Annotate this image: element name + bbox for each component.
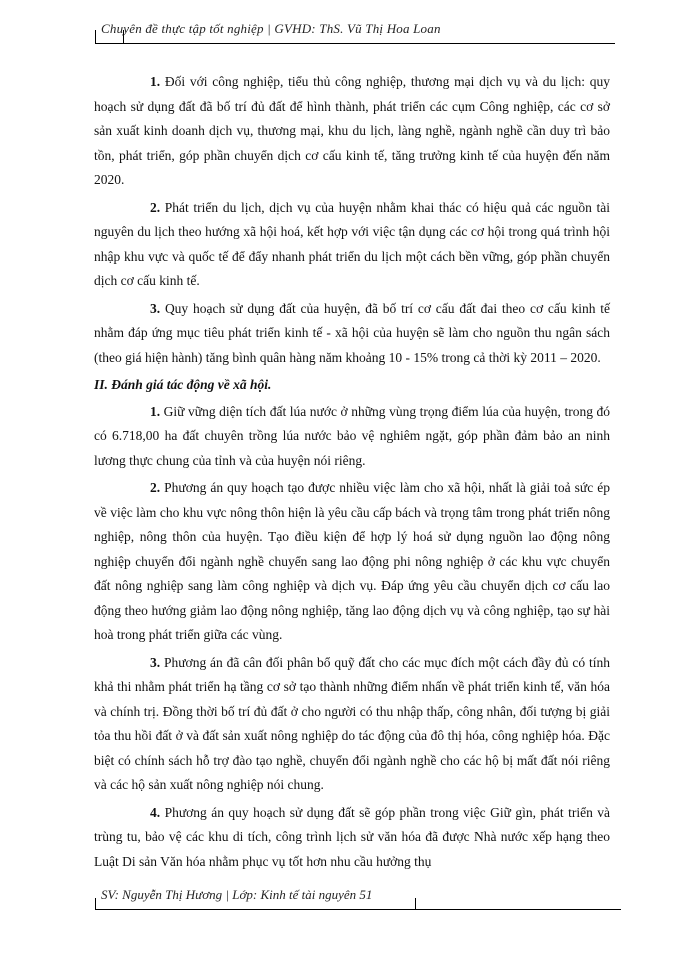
paragraph [94, 651, 610, 798]
economic-impact-list [94, 70, 610, 370]
paragraph [94, 196, 610, 294]
social-impact-list [94, 400, 610, 875]
footer-text: SV: Nguyễn Thị Hương | Lớp: Kinh tế tài nguyên 51 [101, 887, 373, 902]
paragraph-number: 3. [150, 654, 161, 670]
page-footer [95, 887, 621, 914]
page-header [95, 21, 615, 46]
paragraph-text: Đối với công nghiệp, tiểu thủ công nghiệp, thương mại dịch vụ và du lịch: quy hoạch sử dụng đất đã bố trí đủ đất để hình thành, phát triển các cụm Công nghiệp, các cơ sở sản xuất kinh doanh dịch vụ, thương mại, khu du lịch, làng nghề, ngành nghề cần duy trì bảo tồn, phát triển, góp phần chuyển dịch cơ cấu kinh tế, tăng trưởng kinh tế của huyện đến năm 2020. [94, 74, 610, 187]
paragraph-number: 1. [150, 74, 161, 89]
header-rule [95, 43, 615, 44]
paragraph-number: 3. [150, 300, 161, 316]
paragraph [94, 70, 610, 193]
footer-rule [95, 909, 621, 910]
paragraph-number: 4. [150, 804, 161, 820]
header-text: Chuyên đề thực tập tốt nghiệp | GVHD: ThS. Vũ Thị Hoa Loan [101, 21, 441, 36]
paragraph-text: Quy hoạch sử dụng đất của huyện, đã bố trí cơ cấu đất đai theo cơ cấu kinh tế nhằm đáp ứng mục tiêu phát triển kinh tế - xã hội của huyện sẽ làm cho nguồn thu ngân sách (theo giá hiện hành) tăng bình quân hàng năm khoảng 10 - 15% trong cả thời kỳ 2011 – 2020. [94, 300, 611, 365]
paragraph [94, 400, 610, 474]
paragraph-text: Phương án quy hoạch sử dụng đất sẽ góp phần trong việc Giữ gìn, phát triển và trùng tu, bảo vệ các khu di tích, công trình lịch sử văn hóa đã được Nhà nước xếp hạng theo Luật Di sản Văn hóa nhằm phục vụ tốt hơn nhu cầu hưởng thụ [94, 804, 611, 869]
paragraph-text: Phương án quy hoạch tạo được nhiều việc làm cho xã hội, nhất là giải toả sức ép về việc làm cho khu vực nông thôn hiện là yêu cầu cấp bách và trọng tâm trong phát triển nông nghiệp, nông thôn của huyện. Tạo điều kiện để hợp lý hoá sử dụng nguồn lao động nông nghiệp chuyển đổi ngành nghề chuyển sang lao động phi nông nghiệp ở các khu vực chuyển đất nông nghiệp sang làm công nghiệp và dịch vụ. Đáp ứng yêu cầu chuyển dịch cơ cấu lao động theo hướng giảm lao động nông nghiệp, tăng lao động dịch vụ và công nghiệp, tạo sự hài hoà trong phát triển giữa các vùng. [94, 480, 610, 642]
paragraph-number: 1. [150, 403, 161, 419]
paragraph-number: 2. [150, 199, 161, 215]
paragraph [94, 297, 610, 371]
section-title: II. Đánh giá tác động về xã hội. [94, 377, 272, 392]
paragraph-text: Giữ vững diện tích đất lúa nước ở những vùng trọng điểm lúa của huyện, trong đó có 6.718,00 ha đất chuyên trồng lúa nước bảo vệ nghiêm ngặt, góp phần đảm bảo an ninh lương thực chung của tỉnh và của huyện nói riêng. [94, 403, 610, 468]
header-divider [95, 30, 96, 44]
paragraph [94, 476, 610, 648]
paragraph-text: Phương án đã cân đối phân bổ quỹ đất cho các mục đích một cách đầy đủ có tính khả thi nhằm phát triển hạ tầng cơ sở tạo thành những điểm nhấn về phát triển kinh tế, văn hóa và chính trị. Đồng thời bố trí đủ đất ở cho người có thu nhập thấp, công nhân, đối tượng bị giải tỏa thu hồi đất ở và đất sản xuất nông nghiệp do tác động của đô thị hóa, công nghiệp hóa. Đặc biệt có chính sách hỗ trợ đào tạo nghề, chuyển đổi ngành nghề cho các hộ bị mất đất nói riêng và các hộ sản xuất nông nghiệp nói chung. [94, 654, 610, 792]
paragraph-text: Phát triển du lịch, dịch vụ của huyện nhằm khai thác có hiệu quả các nguồn tài nguyên du lịch theo hướng xã hội hoá, kết hợp với việc tận dụng các cơ hội trong quá trình hội nhập khu vực và quốc tế để đẩy nhanh phát triển du lịch một cách bền vững, góp phần chuyển dịch cơ cấu kinh tế. [94, 199, 610, 288]
paragraph-number: 2. [150, 480, 161, 495]
document-body [94, 70, 610, 877]
paragraph [94, 801, 610, 875]
